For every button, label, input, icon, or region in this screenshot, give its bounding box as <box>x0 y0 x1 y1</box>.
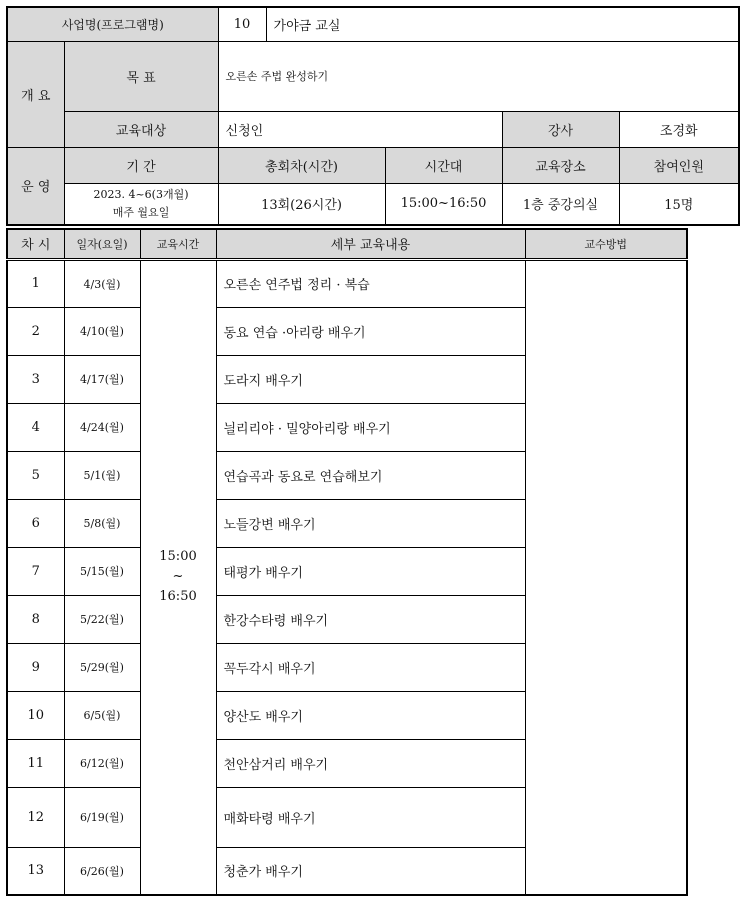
table-row <box>7 259 687 307</box>
target-label: 교육대상 <box>64 111 218 147</box>
participants-value: 15명 <box>619 183 739 225</box>
place-value: 1층 중강의실 <box>502 183 619 225</box>
header-date: 일자(요일) <box>64 229 140 259</box>
header-edu-time: 교육시간 <box>140 229 216 259</box>
session-no: 10 <box>7 691 64 739</box>
edu-time-cell <box>140 259 216 895</box>
period-label: 기 간 <box>64 147 218 183</box>
session-date: 5/15(월) <box>64 547 140 595</box>
period-value <box>64 183 218 225</box>
session-date: 5/8(월) <box>64 499 140 547</box>
period-line-1: 2023. 4~6(3개월) <box>93 187 189 201</box>
project-name: 가야금 교실 <box>266 7 739 41</box>
session-no: 9 <box>7 643 64 691</box>
session-no: 12 <box>7 787 64 847</box>
session-no: 1 <box>7 259 64 307</box>
place-label: 교육장소 <box>502 147 619 183</box>
session-content: 천안삼거리 배우기 <box>216 739 525 787</box>
session-no: 5 <box>7 451 64 499</box>
session-date: 4/24(월) <box>64 403 140 451</box>
session-content: 노들강변 배우기 <box>216 499 525 547</box>
session-date: 6/19(월) <box>64 787 140 847</box>
session-content: 연습곡과 동요로 연습해보기 <box>216 451 525 499</box>
session-date: 4/17(월) <box>64 355 140 403</box>
session-date: 6/12(월) <box>64 739 140 787</box>
instructor-value: 조경화 <box>619 111 739 147</box>
operation-section-label: 운 영 <box>7 147 64 225</box>
session-no: 4 <box>7 403 64 451</box>
session-content: 청춘가 배우기 <box>216 847 525 895</box>
total-sessions-label: 총회차(시간) <box>218 147 385 183</box>
session-date: 6/5(월) <box>64 691 140 739</box>
session-content: 늴리리야 · 밀양아리랑 배우기 <box>216 403 525 451</box>
schedule-table <box>6 228 688 896</box>
header-content: 세부 교육내용 <box>216 229 525 259</box>
header-session-no: 차 시 <box>7 229 64 259</box>
session-content: 태평가 배우기 <box>216 547 525 595</box>
instructor-label: 강사 <box>502 111 619 147</box>
edu-time-start: 15:00 <box>159 549 197 565</box>
session-date: 5/22(월) <box>64 595 140 643</box>
project-number: 10 <box>218 7 266 41</box>
session-content: 동요 연습 ·아리랑 배우기 <box>216 307 525 355</box>
session-no: 8 <box>7 595 64 643</box>
teaching-method-cell <box>525 259 687 895</box>
session-content: 양산도 배우기 <box>216 691 525 739</box>
edu-time-tilde: ~ <box>172 569 184 585</box>
total-sessions-value: 13회(26시간) <box>218 183 385 225</box>
session-no: 11 <box>7 739 64 787</box>
overview-section-label: 개 요 <box>7 41 64 147</box>
session-content: 오른손 연주법 정리 · 복습 <box>216 259 525 307</box>
session-date: 5/1(월) <box>64 451 140 499</box>
participants-label: 참여인원 <box>619 147 739 183</box>
session-date: 5/29(월) <box>64 643 140 691</box>
edu-time-end: 16:50 <box>159 589 197 605</box>
goal-label: 목 표 <box>64 41 218 111</box>
session-no: 2 <box>7 307 64 355</box>
project-name-label: 사업명(프로그램명) <box>7 7 218 41</box>
session-no: 13 <box>7 847 64 895</box>
session-no: 6 <box>7 499 64 547</box>
time-slot-value: 15:00~16:50 <box>385 183 502 225</box>
period-line-2: 매주 월요일 <box>112 205 170 219</box>
time-slot-label: 시간대 <box>385 147 502 183</box>
session-date: 4/3(월) <box>64 259 140 307</box>
session-content: 한강수타령 배우기 <box>216 595 525 643</box>
session-date: 6/26(월) <box>64 847 140 895</box>
session-content: 매화타령 배우기 <box>216 787 525 847</box>
header-method: 교수방법 <box>525 229 687 259</box>
session-content: 도라지 배우기 <box>216 355 525 403</box>
session-date: 4/10(월) <box>64 307 140 355</box>
goal-value: 오른손 주법 완성하기 <box>218 41 739 111</box>
session-no: 3 <box>7 355 64 403</box>
session-no: 7 <box>7 547 64 595</box>
program-overview-table <box>6 6 740 226</box>
session-content: 꼭두각시 배우기 <box>216 643 525 691</box>
target-value: 신청인 <box>218 111 502 147</box>
